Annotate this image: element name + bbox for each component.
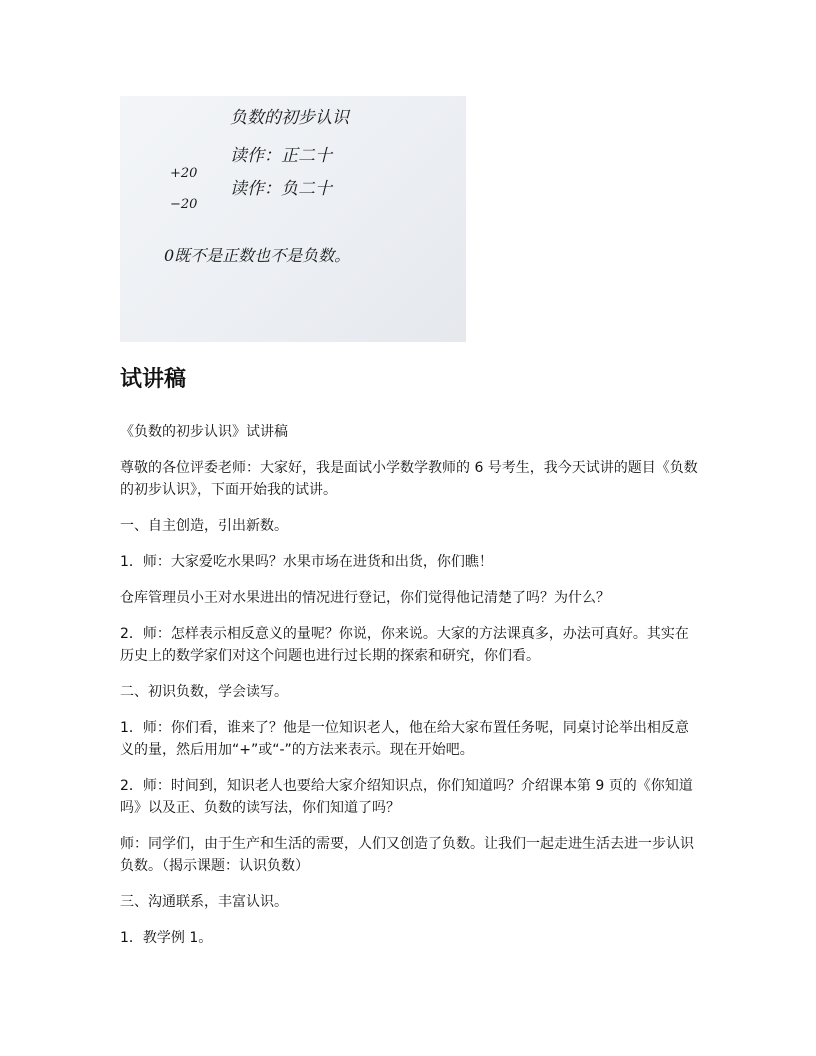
- note-minus-value: −20: [170, 197, 198, 212]
- handwritten-note: [120, 96, 466, 342]
- paragraph: 1．师：大家爱吃水果吗？水果市场在进货和出货，你们瞧！: [120, 554, 493, 570]
- paragraph-greeting: 尊敬的各位评委老师：大家好，我是面试小学数学教师的 6 号考生，我今天试讲的题目《负数的初步认识》，下面开始我的试讲。: [120, 460, 698, 498]
- paragraph: 2．师：时间到，知识老人也要给大家介绍知识点，你们知道吗？介绍课本第 9 页的《你知道吗》以及正、负数的读写法，你们知道了吗？: [120, 778, 693, 816]
- handwritten-note-photo: [120, 96, 466, 342]
- note-plus-value: +20: [170, 166, 198, 181]
- page-heading: 试讲稿: [120, 367, 187, 392]
- paragraph: 师：同学们，由于生产和生活的需要，人们又创造了负数。让我们一起走进生活去进一步认识负数。（揭示课题：认识负数）: [120, 836, 694, 874]
- paragraph: 1．师：你们看，谁来了？他是一位知识老人，他在给大家布置任务呢，同桌讨论举出相反意义的量，然后用加“+”或“-”的方法来表示。现在开始吧。: [120, 720, 689, 758]
- paragraph-title: 《负数的初步认识》试讲稿: [120, 424, 288, 440]
- document-body: [120, 421, 700, 963]
- note-title: 负数的初步认识: [230, 108, 349, 128]
- section-heading-1: 一、自主创造，引出新数。: [120, 518, 288, 534]
- note-read-plus: 读作：正二十: [230, 146, 332, 166]
- note-zero-statement: 0既不是正数也不是负数。: [164, 246, 351, 265]
- paragraph: 仓库管理员小王对水果进出的情况进行登记，你们觉得他记清楚了吗？为什么？: [120, 590, 610, 606]
- paragraph: 2．师：怎样表示相反意义的量呢？你说，你来说。大家的方法课真多，办法可真好。其实在历史上的数学家们对这个问题也进行过长期的探索和研究，你们看。: [120, 626, 689, 664]
- section-heading-3: 三、沟通联系，丰富认识。: [120, 894, 288, 910]
- note-read-minus: 读作：负二十: [230, 179, 332, 199]
- paragraph: 1．教学例 1。: [120, 930, 213, 946]
- section-heading-2: 二、初识负数，学会读写。: [120, 684, 288, 700]
